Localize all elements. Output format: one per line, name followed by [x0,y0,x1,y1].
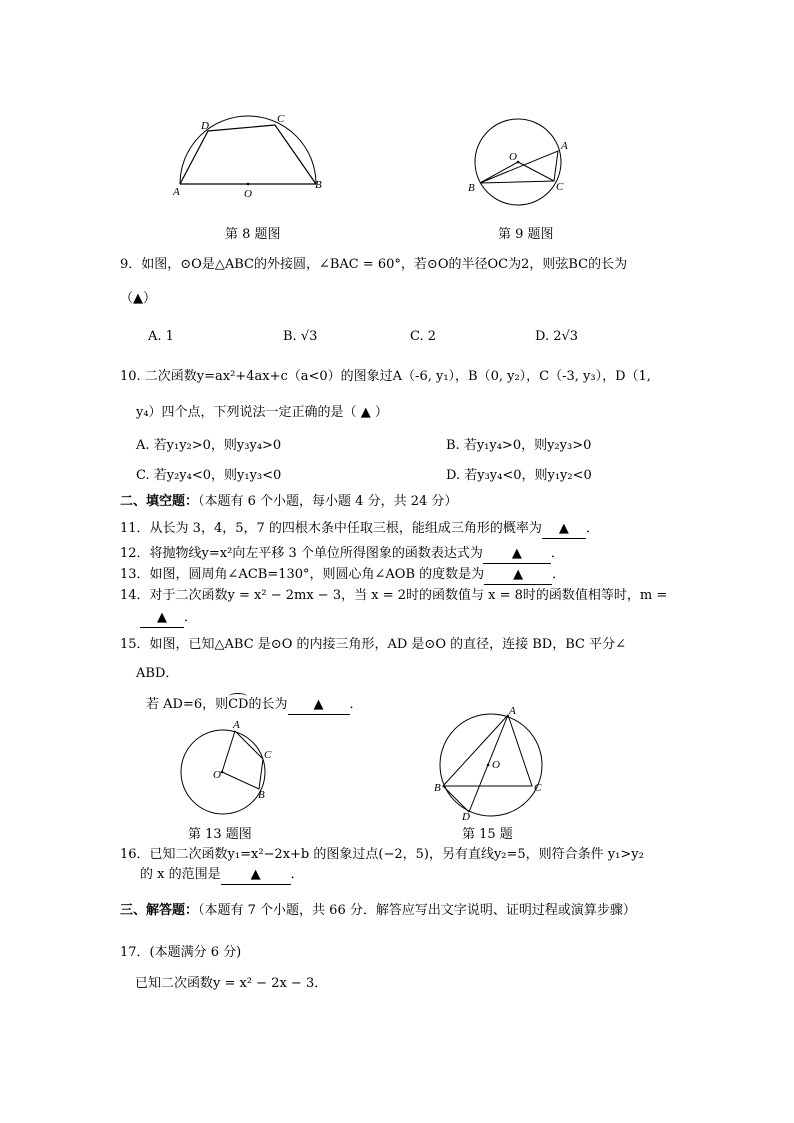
q13-end: ． [552,567,566,582]
section-2-title [120,493,457,511]
figure-13-diagram [172,712,282,822]
fig8-label-a: A [173,186,180,198]
q11 [120,520,599,539]
q10-option-a: A. 若y₁y₂>0，则y₃y₄>0 [136,438,282,453]
q9-option-d: D. 2√3 [535,329,579,344]
q12-text: 12．将抛物线y=x²向左平移 3 个单位所得图象的函数表达式为 [120,546,483,561]
q14-answer [140,609,197,628]
q12-end: ． [550,546,564,561]
q9-option-c: C. 2 [410,329,437,344]
q15-post: 的长为 [248,697,288,712]
q15-stem-cont: ABD． [136,666,179,681]
q10-option-b: B. 若y₁y₄>0，则y₂y₃>0 [446,438,592,453]
section-3-heading: 三、解答题： [120,903,199,918]
q10-stem: 10. 二次函数y=ax²+4ax+c（a<0）的图象过A（-6, y₁），B（0, y₂），C（-3, y₃），D（1, [120,369,651,384]
q15-end: ． [349,697,363,712]
figure-15 [425,702,560,822]
q16-answer [140,866,304,885]
figure-9-caption: 第 9 题图 [498,227,554,242]
q9-stem-answer: （▲） [120,291,156,306]
section-3-title [120,902,636,920]
fig13-label-o: O [213,769,221,781]
q9-option-a: A. 1 [148,329,174,344]
fig9-label-o: O [509,151,517,163]
q15-answer-blank[interactable]: ▲ [288,696,350,715]
fig8-label-d: D [201,120,209,132]
q9-stem: 9．如图，⊙O是△ABC的外接圆，∠BAC = 60°，若⊙O的半径OC为2，则弦BC的长为 [120,257,628,272]
q10-stem-cont: y₄）四个点，下列说法一定正确的是（ ▲ ） [136,405,388,420]
q11-answer-blank[interactable]: ▲ [542,520,586,539]
fig15-label-a: A [509,705,516,717]
fig15-label-d: D [462,811,470,823]
q14-end: ． [184,610,198,625]
q9-option-b: B. √3 [283,329,318,344]
figure-8-caption: 第 8 题图 [225,227,281,242]
q15-arc-cd: CD [228,694,248,714]
figure-13 [172,712,282,822]
q13-answer-blank[interactable]: ▲ [484,566,552,585]
section-2-desc: （本题有 6 个小题，每小题 4 分，共 24 分） [198,494,458,509]
section-3-desc: （本题有 7 个小题，共 66 分．解答应写出文字说明、证明过程或演算步骤） [198,903,636,918]
fig13-label-a: A [233,719,240,731]
q17-text: 已知二次函数y = x² − 2x − 3． [135,976,328,991]
figure-13-caption: 第 13 题图 [188,827,252,842]
q10-option-d: D. 若y₃y₄<0，则y₁y₂<0 [446,468,592,483]
q17-title: 17．(本题满分 6 分) [120,945,242,960]
q14-stem: 14．对于二次函数y = x² − 2mx − 3，当 x = 2时的函数值与 x = 8时的函数值相等时，m = [120,588,668,603]
figure-8 [170,108,330,204]
fig8-label-o: O [244,188,252,200]
q11-end: ． [585,521,599,536]
fig15-label-c: C [534,782,542,794]
fig9-label-b: B [468,182,475,194]
q12-answer-blank[interactable]: ▲ [483,545,551,564]
fig8-label-c: C [277,113,285,125]
q13-text: 13．如图，圆周角∠ACB=130°，则圆心角∠AOB 的度数是为 [120,567,485,582]
q10-option-c: C. 若y₂y₄<0，则y₁y₃<0 [136,468,282,483]
fig8-label-b: B [315,179,322,191]
figure-8-diagram [170,108,330,204]
q16-answer-blank[interactable]: ▲ [221,866,291,885]
figure-15-diagram [425,702,560,822]
fig9-label-c: C [556,181,564,193]
figure-15-caption: 第 15 题 [462,827,513,842]
q15-stem: 15．如图，已知△ABC 是⊙O 的内接三角形，AD 是⊙O 的直径，连接 BD，BC 平分∠ [120,637,626,652]
q11-text: 11．从长为 3，4，5，7 的四根木条中任取三根，能组成三角形的概率为 [120,521,542,536]
q13 [120,566,565,585]
q12 [120,545,564,564]
figure-9 [460,115,580,205]
section-2-heading: 二、填空题： [120,494,199,509]
fig15-label-o: O [492,759,500,771]
fig9-label-a: A [561,140,568,152]
q16-text: 的 x 的范围是 [140,867,221,882]
q16-stem: 16．已知二次函数y₁=x²−2x+b 的图象过点(−2，5)，另有直线y₂=5，则符合条件 y₁>y₂ [120,847,644,862]
fig13-label-c: C [264,749,272,761]
q16-end: ． [290,867,304,882]
q14-answer-blank[interactable]: ▲ [140,609,184,628]
figure-9-diagram [460,115,580,205]
q15-pre: 若 AD=6，则 [146,697,229,712]
fig15-label-b: B [434,782,441,794]
fig13-label-b: B [258,789,265,801]
